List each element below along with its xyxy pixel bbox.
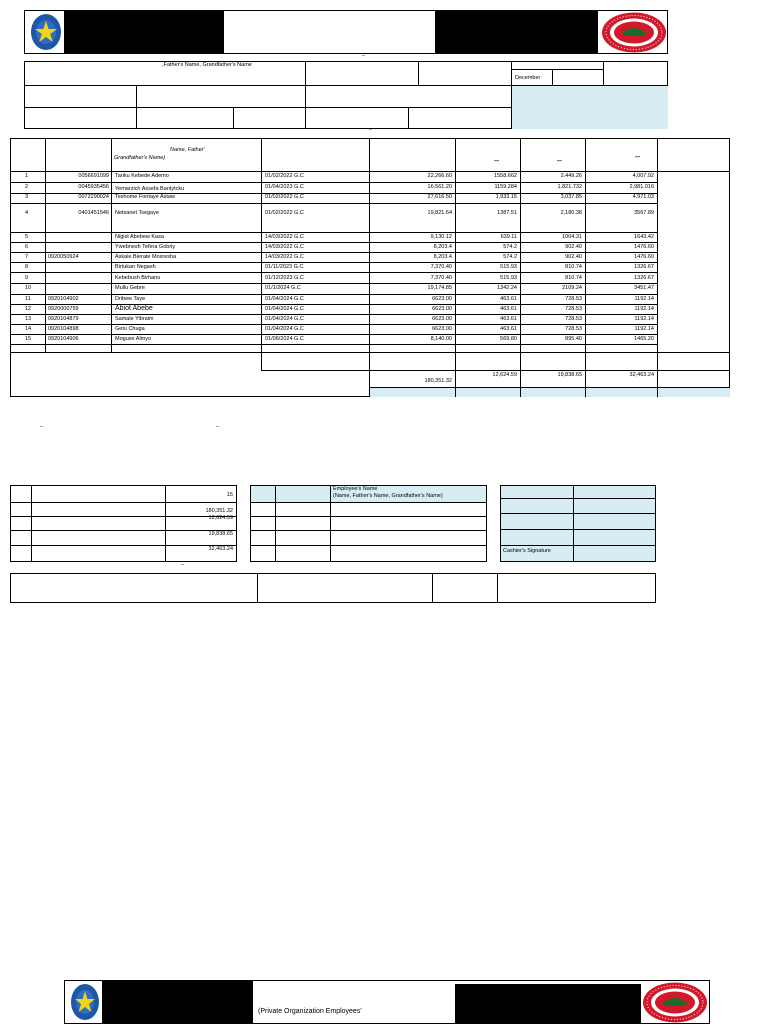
row-no: 12	[25, 306, 32, 312]
row-salary: 8,203.4	[433, 254, 452, 260]
info-shaded-cell	[511, 86, 668, 129]
row-name: Abiot Abebe	[115, 305, 153, 312]
row-c2: 728.53	[565, 296, 582, 302]
row-date: 01/1/2024 G.C	[265, 285, 301, 291]
row-c3: 2,981.016	[629, 184, 654, 190]
row-c1: 463.61	[500, 296, 517, 302]
row-date: 01/04/2024 G.C	[265, 326, 304, 332]
summary-bottom-dash: –	[181, 562, 185, 568]
row-c3: 3567.89	[634, 210, 654, 216]
row-date: 14/03/2022 G.C	[265, 234, 304, 240]
row-no: 9	[25, 275, 29, 281]
regional-seal-icon	[600, 11, 668, 54]
row-c2: 2109.24	[562, 285, 582, 291]
row-tin: 0920104902	[48, 296, 79, 302]
row-c3: 1192.14	[634, 306, 654, 312]
row-tin: 0920104906	[48, 336, 79, 342]
row-date: 01/12/2023 G.C	[265, 275, 304, 281]
row-no: 13	[25, 316, 32, 322]
row-c1: 1558.662	[494, 173, 517, 179]
row-salary: 19,821.64	[427, 210, 452, 216]
total-c3: 32,463.24	[629, 372, 654, 378]
row-no: 3	[25, 194, 29, 200]
employee-name-label: Employee's Name	[333, 486, 378, 492]
row-tin: 0045935456	[78, 184, 109, 190]
signature-strip	[10, 573, 656, 603]
row-c3: 1326.67	[634, 264, 654, 270]
row-c3: 1465.20	[634, 336, 654, 342]
row-date: 01/02/2022 G.C	[265, 194, 304, 200]
row-c2: 1,821.732	[557, 184, 582, 190]
row-date: 01/11/2023 G.C	[265, 264, 304, 270]
row-tin: 0920000759	[48, 306, 79, 312]
row-salary: 27,616.50	[427, 194, 452, 200]
month-label: December	[515, 75, 541, 81]
row-c1: 463.61	[500, 326, 517, 332]
name-column-header-line2: Grandfather's Name)	[114, 155, 166, 161]
row-date: 01/04/2024 G.C	[265, 306, 304, 312]
row-c3: 1192.14	[634, 326, 654, 332]
row-c3: 4,007.92	[632, 173, 654, 179]
row-date: 01/04/2024 G.C	[265, 296, 304, 302]
row-c1: 639.11	[500, 234, 517, 240]
row-date: 14/03/2022 G.C	[265, 244, 304, 250]
row-no: 4	[25, 210, 29, 216]
col-dash-3: –	[635, 151, 641, 161]
row-c3: 1192.14	[634, 296, 654, 302]
name-column-header: Name, Father'	[170, 147, 205, 153]
row-c2: 728.53	[565, 316, 582, 322]
row-date: 01/02/2022 G.C	[265, 173, 304, 179]
row-salary: 6623.00	[432, 316, 452, 322]
row-no: 10	[25, 285, 32, 291]
row-c1: 1387.51	[497, 210, 517, 216]
summary-total-c3: 32,463.24	[208, 546, 233, 552]
row-c2: 810.74	[565, 275, 582, 281]
row-no: 6	[25, 244, 29, 250]
total-salary: 180,351.32	[424, 378, 452, 384]
row-salary: 22,266.60	[427, 173, 452, 179]
footer-black-block-left	[102, 981, 252, 1024]
row-c1: 1342.24	[497, 285, 517, 291]
row-name: Nigist Abebew Kasa	[115, 234, 164, 240]
summary-total-c2: 19,838.65	[208, 531, 233, 537]
row-name: Askale Bierate Mosresha	[115, 254, 177, 260]
row-no: 15	[25, 336, 32, 342]
row-c3: 3451.47	[634, 285, 654, 291]
row-c1: 574.2	[503, 254, 517, 260]
row-name: Yemarzich Assefa Bantytcku	[115, 186, 185, 192]
row-c3: 4,971.03	[632, 194, 654, 200]
row-c2: 902.40	[565, 254, 582, 260]
row-c1: 569.80	[500, 336, 517, 342]
header-black-block-left	[64, 11, 224, 53]
row-salary: 7,370.40	[430, 275, 452, 281]
row-c1: 515.93	[500, 264, 517, 270]
col-dash-2: –	[557, 155, 563, 165]
row-name: Netsanet Tsegaye	[115, 210, 159, 216]
second-dash: –	[369, 127, 373, 133]
row-salary: 6623.00	[432, 296, 452, 302]
father-name-label: ,Father's Name, Grandfather's Name	[162, 62, 252, 68]
private-employees-label: (Private Organization Employees'	[258, 1008, 362, 1015]
header-black-block-right	[435, 11, 598, 53]
ethiopian-emblem-icon	[70, 982, 100, 1022]
row-tin: 0056691099	[78, 173, 109, 179]
row-c1: 515.93	[500, 275, 517, 281]
employee-name-label-detail: (Name, Father's Name, Grandfather's Name)	[333, 493, 443, 499]
summary-employee-count: 15	[226, 492, 233, 498]
row-c1: 574.2	[503, 244, 517, 250]
row-name: Getu Chuga	[115, 326, 145, 332]
row-salary: 8,203.4	[433, 244, 452, 250]
row-salary: 9,130.12	[430, 234, 452, 240]
row-name: Dribew Taye	[115, 296, 146, 302]
cashier-signature-label: Cashier's Signature	[503, 548, 551, 554]
row-salary: 6623.00	[432, 306, 452, 312]
row-no: 8	[25, 264, 29, 270]
row-c2: 895.40	[565, 336, 582, 342]
row-c1: 1,933.15	[495, 194, 517, 200]
summary-total-c1: 12,624.59	[208, 515, 233, 521]
ethiopian-emblem-icon	[30, 12, 62, 52]
col-dash-1: –	[494, 155, 500, 165]
row-c3: 1192.14	[634, 316, 654, 322]
row-salary: 8,140.00	[430, 336, 452, 342]
row-no: 14	[25, 326, 32, 332]
row-tin: 0072290024	[78, 194, 109, 200]
row-c2: 728.53	[565, 326, 582, 332]
summary-total-salary: 180,351.32	[205, 508, 233, 514]
row-tin: 0920050924	[48, 254, 79, 260]
row-name: Birtukan Negash	[115, 264, 156, 270]
row-no: 1	[25, 173, 29, 179]
totals-shaded-strip	[369, 387, 730, 397]
row-date: 01/04/2023 G.C	[265, 184, 304, 190]
row-c3: 1643.42	[634, 234, 654, 240]
row-name: Ywebnesh Tefera Gobriy	[115, 244, 176, 250]
row-date: 01/06/2024 G.C	[265, 336, 304, 342]
regional-seal-icon	[641, 981, 709, 1024]
footer-black-block-right	[455, 984, 641, 1024]
row-date: 14/03/2022 G.C	[265, 254, 304, 260]
row-c1: 463.61	[500, 316, 517, 322]
row-no: 11	[25, 296, 31, 302]
row-c2: 1004.31	[562, 234, 582, 240]
row-c2: 902.40	[565, 244, 582, 250]
row-tin: 0401451546	[78, 210, 109, 216]
row-c3: 1326.67	[634, 275, 654, 281]
row-name: Moguse Almyo	[115, 336, 152, 342]
mid-dash-right: –	[216, 424, 220, 430]
row-salary: 19,174.85	[427, 285, 452, 291]
row-no: 2	[25, 184, 29, 190]
total-c2: 19,838.65	[557, 372, 582, 378]
row-name: Teshome Fontaye Astaw	[115, 194, 175, 200]
top-dash: –	[362, 53, 366, 59]
row-name: Mullu Gebre	[115, 285, 145, 291]
row-c2: 810.74	[565, 264, 582, 270]
row-name: Kebebush Birhanu	[115, 275, 161, 281]
row-c1: 463.61	[500, 306, 517, 312]
row-no: 5	[25, 234, 29, 240]
row-name: Samale Yibraim	[115, 316, 154, 322]
row-c2: 3,037.85	[560, 194, 582, 200]
row-c2: 2,180.38	[560, 210, 582, 216]
row-c3: 1476.60	[634, 254, 654, 260]
row-tin: 0920104898	[48, 326, 79, 332]
row-no: 7	[25, 254, 29, 260]
row-date: 01/02/2022 G.C	[265, 210, 304, 216]
row-salary: 6623.00	[432, 326, 452, 332]
row-salary: 16,561.20	[427, 184, 452, 190]
row-c3: 1476.60	[634, 244, 654, 250]
total-c1: 12,624.59	[492, 372, 517, 378]
row-date: 01/04/2024 G.C	[265, 316, 304, 322]
row-salary: 7,370.40	[430, 264, 452, 270]
row-name: Tariku Kebede Ademo	[115, 173, 169, 179]
row-tin: 0920104879	[48, 316, 79, 322]
mid-dash-left: –	[40, 424, 44, 430]
row-c2: 2,449.26	[560, 173, 582, 179]
row-c2: 728.53	[565, 306, 582, 312]
row-c1: 1159.284	[494, 184, 517, 190]
